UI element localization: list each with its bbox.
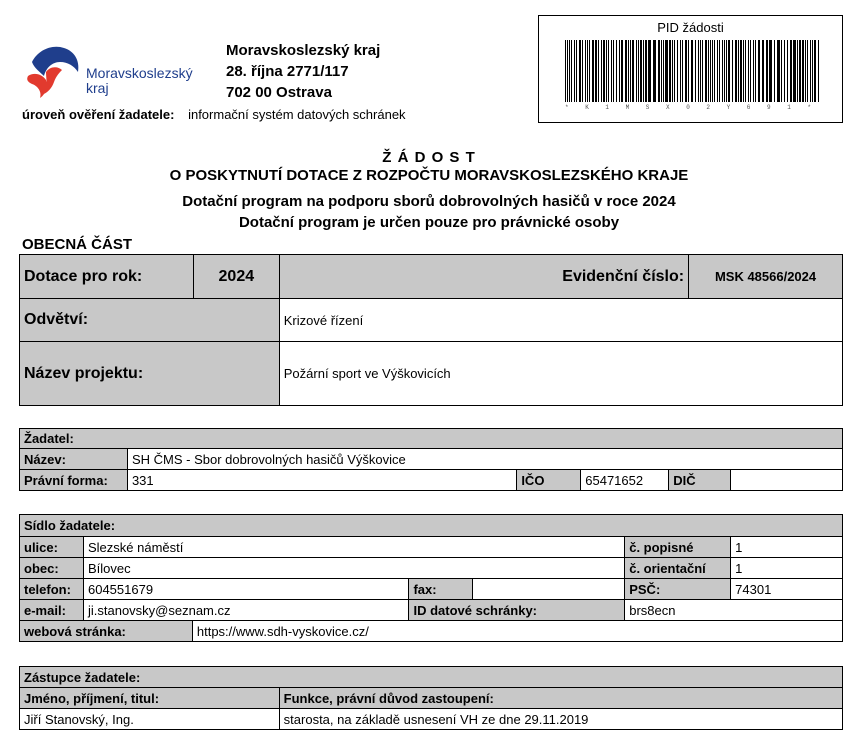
phone-value: 604551679 bbox=[83, 579, 408, 600]
psc-label: PSČ: bbox=[625, 579, 731, 600]
orient-value: 1 bbox=[731, 558, 843, 579]
web-label: webová stránka: bbox=[20, 621, 193, 642]
table-row bbox=[20, 255, 843, 299]
ico-label: IČO bbox=[517, 470, 581, 491]
rep-col-role: Funkce, právní důvod zastoupení: bbox=[279, 688, 842, 709]
address-line1: Moravskoslezský kraj bbox=[226, 42, 381, 59]
applicant-table bbox=[19, 428, 843, 491]
table-row bbox=[20, 688, 843, 709]
barcode-icon bbox=[565, 40, 821, 102]
dic-value bbox=[731, 470, 843, 491]
table-row bbox=[20, 342, 843, 406]
evid-value: MSK 48566/2024 bbox=[689, 255, 843, 299]
verify-value: informační systém datových schránek bbox=[188, 107, 406, 122]
ds-value: brs8ecn bbox=[625, 600, 843, 621]
applicant-name-value: SH ČMS - Sbor dobrovolných hasičů Výškovice bbox=[127, 449, 842, 470]
applicant-name-label: Název: bbox=[20, 449, 128, 470]
web-value: https://www.sdh-vyskovice.cz/ bbox=[192, 621, 842, 642]
orient-label: č. orientační bbox=[625, 558, 731, 579]
logo-wordmark bbox=[86, 66, 193, 96]
project-label: Název projektu: bbox=[20, 342, 280, 406]
verify-label: úroveň ověření žadatele: bbox=[22, 107, 175, 122]
popisne-value: 1 bbox=[731, 537, 843, 558]
table-row bbox=[20, 558, 843, 579]
table-row bbox=[20, 515, 843, 537]
program-name: Dotační program na podporu sborů dobrovolných hasičů v roce 2024 bbox=[182, 193, 676, 210]
table-row bbox=[20, 667, 843, 688]
project-value: Požární sport ve Výškovicích bbox=[279, 342, 842, 406]
logo-text-line1: Moravskoslezský bbox=[86, 65, 193, 81]
representative-header: Zástupce žadatele: bbox=[20, 667, 843, 688]
table-row bbox=[20, 600, 843, 621]
doc-subtitle: O POSKYTNUTÍ DOTACE Z ROZPOČTU MORAVSKOSLEZSKÉHO KRAJE bbox=[169, 167, 689, 184]
barcode-text: * K 1 M S X 0 2 Y 6 9 1 * bbox=[565, 104, 818, 111]
rep-col-name: Jméno, příjmení, titul: bbox=[20, 688, 280, 709]
logo-text-line2: kraj bbox=[86, 80, 109, 96]
city-label: obec: bbox=[20, 558, 84, 579]
phone-label: telefon: bbox=[20, 579, 84, 600]
table-row bbox=[20, 621, 843, 642]
program-note: Dotační program je určen pouze pro právnické osoby bbox=[238, 214, 620, 231]
fax-value bbox=[473, 579, 625, 600]
address-line3: 702 00 Ostrava bbox=[226, 84, 332, 101]
ico-value: 65471652 bbox=[581, 470, 669, 491]
seat-header: Sídlo žadatele: bbox=[20, 515, 843, 537]
table-row bbox=[20, 579, 843, 600]
rep-name-value: Jiří Stanovský, Ing. bbox=[20, 709, 280, 730]
email-value: ji.stanovsky@seznam.cz bbox=[83, 600, 408, 621]
legal-form-value: 331 bbox=[127, 470, 516, 491]
legal-form-label: Právní forma: bbox=[20, 470, 128, 491]
general-table bbox=[19, 254, 843, 406]
representative-table bbox=[19, 666, 843, 730]
table-row bbox=[20, 429, 843, 449]
seat-table bbox=[19, 514, 843, 642]
verification-level bbox=[22, 107, 406, 122]
table-row bbox=[20, 709, 843, 730]
table-row bbox=[20, 299, 843, 342]
city-value: Bílovec bbox=[83, 558, 624, 579]
rep-role-value: starosta, na základě usnesení VH ze dne 29.11.2019 bbox=[279, 709, 842, 730]
fax-label: fax: bbox=[409, 579, 473, 600]
psc-value: 74301 bbox=[731, 579, 843, 600]
table-row bbox=[20, 537, 843, 558]
region-logo bbox=[24, 42, 84, 105]
pid-box bbox=[538, 15, 843, 123]
street-value: Slezské náměstí bbox=[83, 537, 624, 558]
email-label: e-mail: bbox=[20, 600, 84, 621]
street-label: ulice: bbox=[20, 537, 84, 558]
year-label: Dotace pro rok: bbox=[20, 255, 194, 299]
section-title: OBECNÁ ČÁST bbox=[22, 236, 133, 253]
table-row bbox=[20, 449, 843, 470]
dic-label: DIČ bbox=[669, 470, 731, 491]
region-logo-icon bbox=[24, 42, 84, 100]
address-line2: 28. října 2771/117 bbox=[226, 63, 349, 80]
authority-address bbox=[226, 40, 380, 103]
doc-title: Ž Á D O S T bbox=[382, 149, 476, 166]
evid-label: Evidenční číslo: bbox=[279, 255, 688, 299]
ds-label: ID datové schránky: bbox=[409, 600, 625, 621]
pid-label: PID žádosti bbox=[657, 20, 724, 35]
sector-label: Odvětví: bbox=[20, 299, 280, 342]
table-row bbox=[20, 470, 843, 491]
sector-value: Krizové řízení bbox=[279, 299, 842, 342]
popisne-label: č. popisné bbox=[625, 537, 731, 558]
applicant-header: Žadatel: bbox=[20, 429, 843, 449]
year-value: 2024 bbox=[193, 255, 279, 299]
